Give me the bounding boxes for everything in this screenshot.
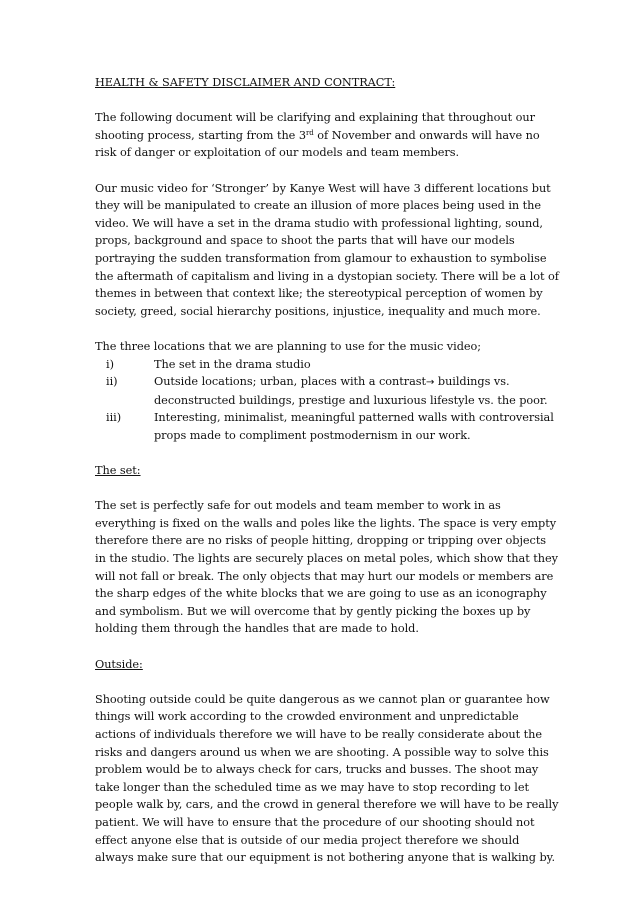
set-heading: The set:: [95, 464, 141, 478]
overview-line: themes in between that context like; the stereotypical perception of women by: [95, 287, 543, 301]
set-line: holding them through the handles that are made to hold.: [95, 622, 419, 636]
list-number: iii): [106, 411, 122, 425]
outside-line: people walk by, cars, and the crowd in general therefore we will have to be really: [95, 798, 559, 812]
intro-text: risk of danger or exploitation of our models and team members.: [95, 146, 460, 160]
set-line: therefore there are no risks of people hitting, dropping or tripping over objects: [95, 534, 547, 548]
outside-line: take longer than the scheduled time as we may have to stop recording to let: [95, 780, 529, 794]
document-page: [95, 74, 559, 867]
outside-heading: Outside:: [95, 657, 143, 671]
outside-line: things will work according to the crowded environment and unpredictable: [95, 710, 519, 724]
set-line: will not fall or break. The only objects that may hurt our models or members are: [95, 569, 554, 583]
document-title: HEALTH & SAFETY DISCLAIMER AND CONTRACT:: [95, 76, 396, 89]
list-item: [95, 373, 551, 409]
intro-paragraph: [95, 109, 551, 162]
intro-line: [95, 127, 551, 145]
overview-paragraph: [95, 180, 559, 321]
overview-line: video. We will have a set in the drama studio with professional lighting, sound,: [95, 216, 543, 230]
spacer: [95, 92, 551, 110]
overview-line: the aftermath of capitalism and living in a dystopian society. There will be a lot of: [95, 269, 559, 283]
outside-line: always make sure that our equipment is not bothering anyone that is walking by.: [95, 851, 556, 865]
intro-text: of November and onwards will have no: [313, 128, 540, 142]
set-paragraph: [95, 497, 558, 638]
intro-text: shooting process, starting from the 3: [95, 128, 306, 142]
spacer: [95, 673, 551, 691]
set-line: and symbolism. But we will overcome that by gently picking the boxes up by: [95, 604, 531, 618]
outside-line: problem would be to always check for cars, trucks and busses. The shoot may: [95, 763, 539, 777]
outside-line: Shooting outside could be quite dangerous as we cannot plan or guarantee how: [95, 692, 550, 706]
list-line: Interesting, minimalist, meaningful patterned walls with controversial: [154, 411, 554, 425]
locations-list: [95, 356, 554, 445]
set-line: everything is fixed on the walls and poles like the lights. The space is very empty: [95, 516, 557, 530]
outside-line: actions of individuals therefore we will have to be really considerate about the: [95, 727, 543, 741]
list-line: props made to compliment postmodernism in our work.: [154, 428, 471, 442]
spacer: [95, 444, 551, 462]
outside-line: effect anyone else that is outside of our media project therefore we should: [95, 833, 520, 847]
intro-line: [95, 144, 551, 162]
list-line: [154, 373, 551, 392]
list-number: i): [106, 357, 114, 371]
overview-line: props, background and space to shoot the parts that will have our models: [95, 234, 515, 248]
set-line: The set is perfectly safe for out models and team member to work in as: [95, 499, 501, 513]
right-arrow-icon: →: [426, 377, 435, 389]
spacer: [95, 480, 551, 498]
list-line: The set in the drama studio: [154, 357, 311, 371]
ordinal-superscript: rd: [306, 128, 314, 137]
locations-intro: The three locations that we are planning to use for the music video;: [95, 339, 482, 353]
set-line: the sharp edges of the white blocks that we are going to use as an iconography: [95, 587, 547, 601]
intro-text: The following document will be clarifying and explaining that throughout our: [95, 111, 535, 125]
list-item: [95, 409, 554, 444]
list-text: Outside locations; urban, places with a contrast: [154, 375, 427, 389]
outside-paragraph: [95, 691, 559, 867]
spacer: [95, 638, 551, 656]
list-text: buildings vs.: [434, 375, 510, 389]
set-line: in the studio. The lights are securely places on metal poles, which show that they: [95, 552, 558, 566]
spacer: [95, 162, 551, 180]
overview-line: society, greed, social hierarchy positions, injustice, inequality and much more.: [95, 304, 541, 318]
list-item: [95, 356, 551, 374]
intro-line: [95, 109, 551, 127]
overview-line: portraying the sudden transformation from glamour to exhaustion to symbolise: [95, 251, 547, 265]
overview-line: Our music video for ‘Stronger’ by Kanye West will have 3 different locations but: [95, 181, 551, 195]
locations-section: [95, 338, 554, 445]
overview-line: they will be manipulated to create an illusion of more places being used in the: [95, 199, 541, 213]
spacer: [95, 320, 551, 338]
outside-line: risks and dangers around us when we are shooting. A possible way to solve this: [95, 745, 549, 759]
list-line: deconstructed buildings, prestige and luxurious lifestyle vs. the poor.: [154, 393, 548, 407]
outside-line: patient. We will have to ensure that the procedure of our shooting should not: [95, 815, 535, 829]
list-number: ii): [106, 375, 118, 389]
